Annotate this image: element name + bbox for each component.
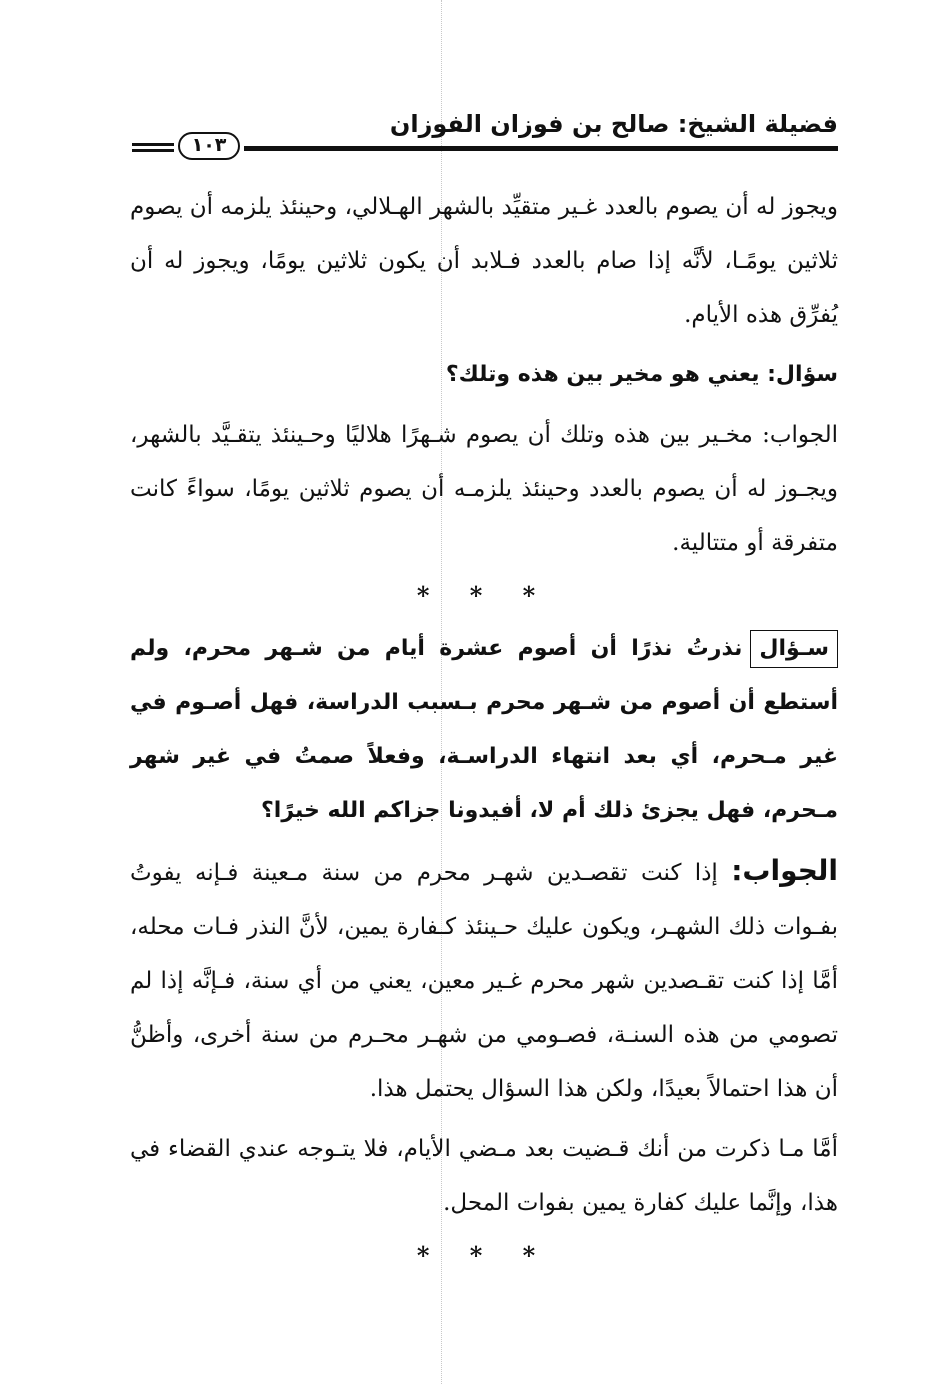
running-header xyxy=(132,108,838,166)
header-rule xyxy=(244,146,838,151)
header-rule-left-bottom xyxy=(132,149,174,152)
answer-2-text: إذا كنت تقصـدين شهـر محرم من سنة مـعينة فـإنه يفوتُ بفـوات ذلك الشهـر، ويكون عليك حـينئذ كـفارة يمين، لأنَّ النذر فـات محله، أمَّا إذا كنت تقـصدين شهر محرم غـير معين، يعني من أي سنة، فـإنَّه إذا لم تصومي من هذه السنـة، فصـومي من شهـر محـرم من سنة أخرى، وأظنُّ أن هذا احتمالاً بعيدًا، ولكن هذا السؤال يحتمل هذا. xyxy=(130,860,838,1102)
answer-1: الجواب: مخـير بين هذه وتلك أن يصوم شـهرًا هلاليًا وحـينئذ يتقـيَّد بالشهر، ويجـوز له أن يصوم بالعدد وحينئذ يلزمـه أن يصوم ثلاثين يومًا، سواءً كانت متفرقة أو متتالية. xyxy=(130,422,838,556)
section-divider-stars: * * * xyxy=(416,581,552,610)
question-label-box: سـؤال xyxy=(750,630,838,668)
header-author-title: فضيلة الشيخ: صالح بن فوزان الفوزان xyxy=(389,110,838,138)
paragraph-intro: ويجوز له أن يصوم بالعدد غـير متقيِّد بالشهر الهـلالي، وحينئذ يلزمه أن يصوم ثلاثين يومًـا، لأنَّه إذا صام بالعدد فـلابد أن يكون ثلاثين يومًا، ويجوز له أن يُفرِّق هذه الأيام. xyxy=(130,194,838,328)
question-2-text: نذرتُ نذرًا أن أصوم عشرة أيام من شـهر محرم، ولم أستطع أن أصوم من شـهر محرم بـسبب الدراسة، فهل أصـوم في غير مـحرم، أي بعد انتهاء الدراسـة، وفعلاً صمتُ في غير شهر مـحرم، فهل يجزئ ذلك أم لا، أفيدونا جزاكم الله خيرًا؟ xyxy=(130,636,838,823)
section-divider-stars-end: * * * xyxy=(416,1241,552,1270)
page-body xyxy=(130,180,838,1282)
paragraph-closing: أمَّا مـا ذكرت من أنك قـضيت بعد مـضي الأيام، فلا يتـوجه عندي القضاء في هذا، وإنَّما عليك كفارة يمين بفوات المحل. xyxy=(130,1136,838,1216)
header-rule-left-top xyxy=(132,143,174,146)
question-2 xyxy=(130,622,838,838)
page-number: ١٠٣ xyxy=(178,132,240,160)
answer-2 xyxy=(130,844,838,1116)
answer-label: الجواب: xyxy=(731,854,838,887)
question-1: سؤال: يعني هو مخير بين هذه وتلك؟ xyxy=(445,362,838,387)
